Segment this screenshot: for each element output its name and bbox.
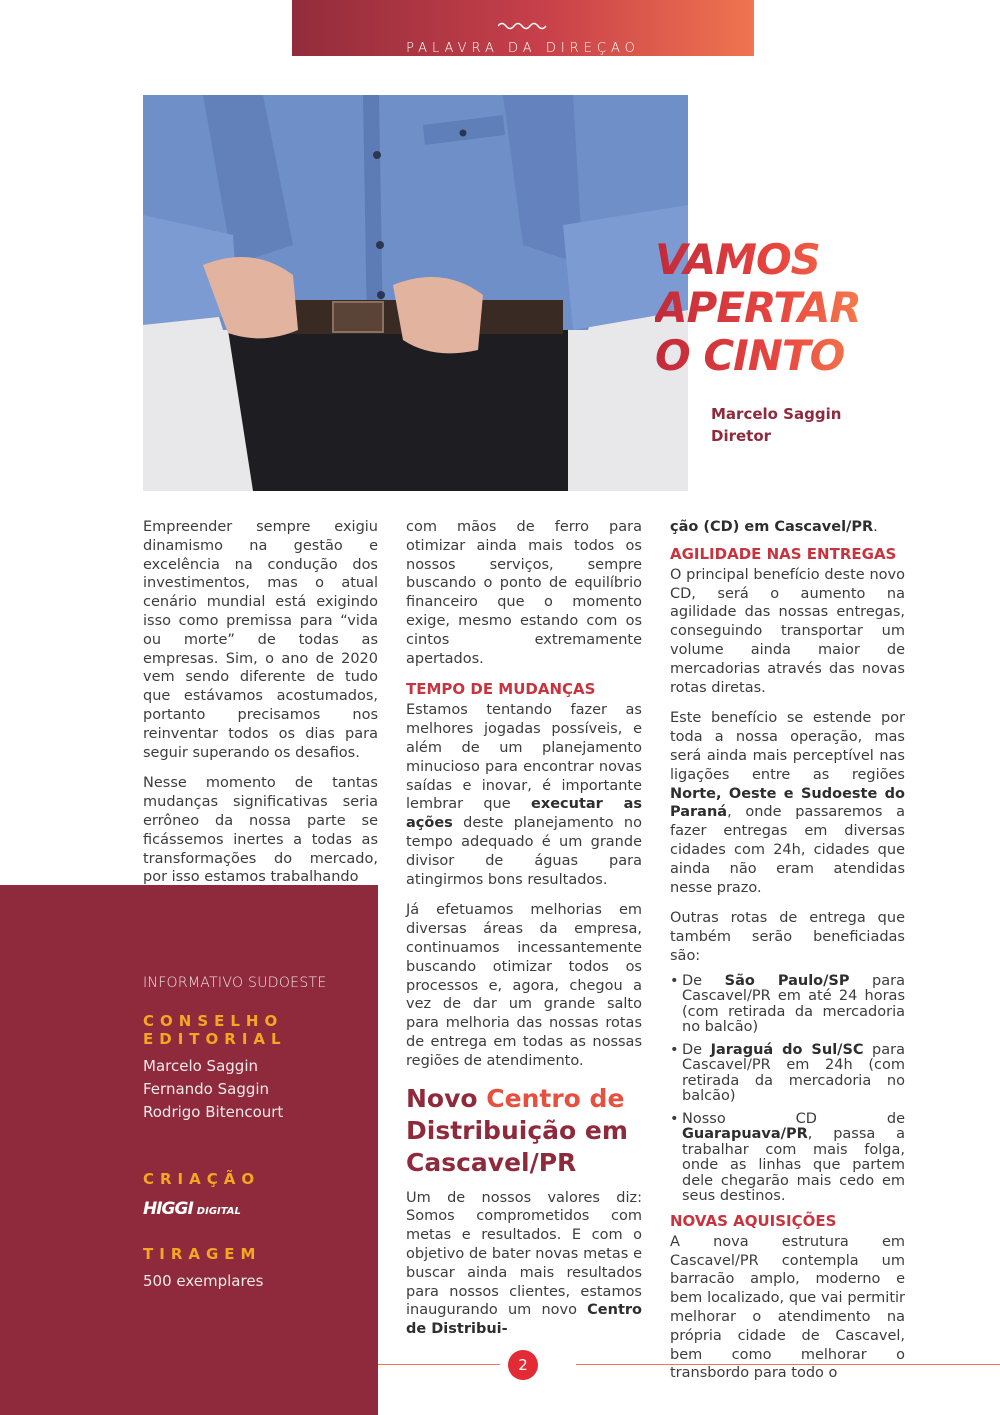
author-role: Diretor [711,427,772,445]
member-name: Rodrigo Bitencourt [143,1103,284,1121]
article-title [655,236,861,380]
list-item: • Nosso CD de Guarapuava/PR, passa a trabalhar com mais folga, onde as linhas que partem dele chegarão mais cedo em seus destinos. [670,1112,905,1205]
paragraph: Este benefício se estende por toda a nossa operação, mas será ainda mais perceptível nas ligações entre as regiões Norte, Oeste e Sudoeste do Paraná, onde passaremos a fazer entregas em diversas cidades com 24h, cidades que ainda não eram atendidas nesse prazo. [670,710,905,896]
article-column-2 [406,518,642,1351]
paragraph: Empreender sempre exigiu dinamismo na gestão e excelência na condução dos investimentos, mas o atual cenário mundial está exigindo isso como premissa para “vida ou morte” de todas as empresas. Sim, o ano de 2020 vem sendo diferente de tudo que estávamos acostumados, portanto precisamos nos reinventar todos os dias para seguir superando os desafios. [143,519,378,761]
author-byline [711,403,841,447]
section-heading-novo-centro: Novo Centro de Distribuição em Cascavel/PR [406,1083,628,1177]
tiragem-value: 500 exemplares [143,1272,264,1290]
footer-divider-right [576,1364,1000,1365]
subheading-agilidade-nas-entregas: AGILIDADE NAS ENTREGAS [670,544,897,563]
paragraph: Outras rotas de entrega que também serão beneficiadas são: [670,910,905,964]
section-banner [292,0,754,56]
criacao-heading: CRIAÇÃO [143,1170,261,1188]
section-title: PALAVRA DA DIREÇÃO [406,41,640,56]
title-line-2: APERTAR [655,283,861,332]
member-name: Marcelo Saggin [143,1057,258,1075]
paragraph: Um de nossos valores diz: Somos comprometidos com metas e resultados. E com o objetivo de bater novas metas e buscar ainda mais resultados para nossos clientes, estamos inaugurando um novo Centro de Distribui- [406,1189,642,1338]
page-number: 2 [508,1350,538,1380]
subheading-tempo-de-mudancas: TEMPO DE MUDANÇAS [406,680,596,699]
article-column-3 [670,518,905,1395]
title-line-3: O CINTO [655,331,845,380]
editorial-sidebar [0,885,378,1415]
paragraph: Já efetuamos melhorias em diversas áreas da empresa, continuamos incessantemente buscando otimizar todos os processos e, agora, chegou a vez de dar um grande salto para melhoria das nossas rotas de entrega em todas as nossas regiões de atendimento. [406,902,642,1069]
paragraph: Nesse momento de tantas mudanças significativas seria errôneo da nossa parte se ficássemos inertes a todas as transformações do mercado, por isso estamos trabalhando [143,775,378,886]
author-name: Marcelo Saggin [711,405,842,423]
subheading-novas-aquisicoes: NOVAS AQUISIÇÕES [670,1211,837,1230]
wave-icon [498,20,548,30]
man-tightening-belt-illustration [143,95,688,491]
hero-photo [143,95,688,491]
editorial-members [143,1055,283,1124]
agency-logo: HIGGI DIGITAL [143,1199,241,1219]
list-item: • De Jaraguá do Sul/SC para Cascavel/PR em 24h (com retirada da mercadoria no balcão) [670,1043,905,1105]
paragraph: O principal benefício deste novo CD, será o aumento na agilidade das nossas entregas, conseguindo transportar um volume ainda maior de mercadorias através das novas rotas diretas. [670,566,905,696]
paragraph: ção (CD) em Cascavel/PR. [670,519,878,535]
paragraph: Estamos tentando fazer as melhores jogadas possíveis, e além de um planejamento minucioso para encontrar novas saídas e inovar, é importante lembrar que executar as ações deste planejamento no tempo adequado é um grande divisor de águas para atingirmos bons resultados. [406,702,642,888]
title-line-1: VAMOS [655,235,820,284]
article-column-1 [143,518,378,899]
publication-name: INFORMATIVO SUDOESTE [143,975,327,991]
paragraph: com mãos de ferro para otimizar ainda mais todos os nossos serviços, sempre buscando o ponto de equilíbrio financeiro que o momento exige, mesmo estando com os cintos extremamente apertados. [406,519,642,667]
footer-divider-left [378,1364,500,1365]
routes-list [670,974,905,1205]
member-name: Fernando Saggin [143,1080,270,1098]
list-item: • De São Paulo/SP para Cascavel/PR em até 24 horas (com retirada da mercadoria no balcão) [670,974,905,1036]
conselho-heading: CONSELHO EDITORIAL [143,1012,287,1048]
tiragem-heading: TIRAGEM [143,1245,262,1263]
paragraph: A nova estrutura em Cascavel/PR contempla um barracão amplo, moderno e bem localizado, que vai permitir melhorar o atendimento na própria cidade de Cascavel, bem como melhorar o transbordo para todo o [670,1233,905,1382]
